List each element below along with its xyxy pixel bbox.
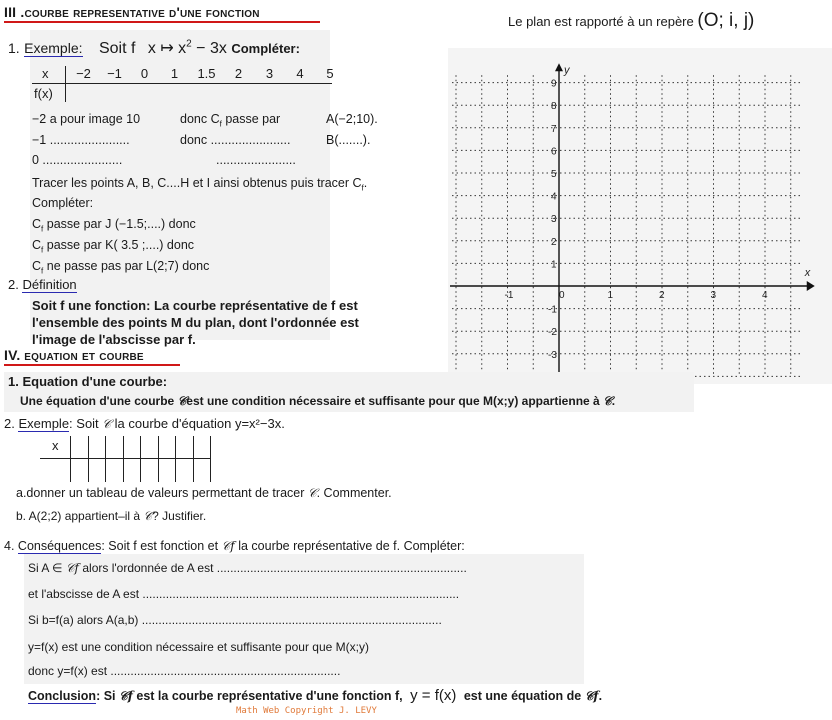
table-cell: −2: [76, 66, 91, 81]
blank-table-column-line: [140, 436, 141, 482]
consequences-number: 4.: [4, 539, 15, 553]
blank-table-column-line: [88, 436, 89, 482]
y-axis-label: y: [564, 64, 570, 77]
definition-line: Soit f une fonction: La courbe représentative de f est: [32, 298, 358, 313]
x-tick-label: -1: [504, 290, 514, 301]
y-tick-label: -3: [548, 349, 557, 361]
definition-line: l'image de l'abscisse par f.: [32, 332, 196, 347]
y-tick-label: 5: [551, 169, 557, 180]
table-cell: 4: [296, 66, 304, 81]
conclusion-text: : Si: [96, 689, 119, 703]
trace-instruction: [32, 176, 367, 193]
section-3-title-text: courbe representative d'une fonction: [24, 4, 260, 20]
example-number: 2.: [4, 416, 15, 431]
coordinate-grid: [448, 48, 832, 384]
repere-notation: (O; i, j): [697, 10, 755, 31]
conclusion-equation: y = f(x): [410, 687, 457, 704]
point-b: B(.......).: [326, 133, 371, 147]
point-a: A(−2;10).: [326, 112, 378, 126]
table-cell: 3: [265, 66, 274, 81]
y-tick-label: 8: [551, 101, 557, 113]
trace-text: Tracer les points A, B, C....H et I ainsi obtenus puis tracer C: [32, 176, 362, 190]
question-b: [16, 509, 206, 524]
instruction: Compléter:: [231, 41, 300, 56]
example-number: 1.: [8, 40, 20, 56]
y-tick-label: -1: [548, 304, 557, 316]
eq-text: est une condition nécessaire et suffisante pour que M(x;y) appartienne à: [186, 394, 604, 408]
blank-table-column-line: [105, 436, 106, 482]
consequences-heading: [4, 539, 465, 554]
consequence-line: donc y=f(x) est .....................................................................: [28, 664, 341, 678]
section-4-title: [4, 347, 180, 366]
section-4-title-text: equation et courbe: [24, 347, 144, 363]
repere-caption: [508, 10, 754, 32]
blank-table-column-line: [158, 436, 159, 482]
question-a-text: a.donner un tableau de valeurs permettant de tracer: [16, 486, 308, 500]
subscript: f: [219, 119, 222, 129]
subscript: f: [41, 224, 44, 234]
table-cell: 2: [234, 66, 243, 81]
value-table: [32, 66, 332, 104]
consequence-text: alors l'ordonnée de A est ...........................................................................: [79, 561, 467, 575]
soit-f: Soit f: [98, 40, 136, 57]
eq-text: Une équation d'une courbe: [20, 394, 178, 408]
c-letter: C: [32, 259, 42, 273]
y-tick-label: 1: [551, 259, 557, 271]
copyright-notice: Math Web Copyright J. LEVY: [236, 706, 377, 716]
definition-heading: [8, 277, 77, 292]
subscript: f: [361, 183, 364, 193]
grid-background: [448, 48, 832, 384]
blank-table-column-line: [123, 436, 124, 482]
table-x-values: [68, 66, 345, 81]
line-col2: .......................: [216, 153, 296, 167]
trace-end: .: [363, 176, 368, 190]
equation-heading: 1. Equation d'une courbe:: [8, 374, 168, 389]
conclusion-text: est la courbe représentative d'une fonction f,: [132, 689, 403, 703]
consequence-line: et l'abscisse de A est ...............................................................................................: [28, 587, 460, 601]
line-col2: donc C: [180, 112, 220, 126]
table-hline: [32, 83, 332, 84]
consequence-line: Si b=f(a) alors A(a,b) ..........................................................................................: [28, 613, 442, 627]
definition-number: 2.: [8, 277, 19, 292]
mapping-rest: − 3x: [191, 40, 227, 57]
script-c: 𝒞: [177, 394, 187, 408]
subscript: f: [41, 245, 44, 255]
x-tick-label: 0: [559, 290, 565, 301]
question-a: [16, 486, 392, 501]
check-text: passe par J (−1.5;....) donc: [43, 217, 196, 231]
line-col2b: passe par: [221, 112, 281, 126]
section-3-title: [4, 4, 320, 23]
definition-line: l'ensemble des points M du plan, dont l'ordonnée est: [32, 315, 359, 330]
y-tick-label: 2: [551, 236, 557, 248]
y-tick-label: 6: [551, 146, 557, 158]
image-line: [32, 112, 140, 126]
script-c: 𝒞: [307, 486, 317, 500]
x-tick-label: 2: [659, 290, 665, 301]
consequence-line: y=f(x) est une condition nécessaire et suffisante pour que M(x;y): [28, 640, 369, 654]
question-b-text: b. A(2;2) appartient–il à: [16, 509, 144, 523]
table-vline: [65, 66, 66, 102]
image-line: 0 .......................: [32, 153, 123, 167]
script-c: 𝒞: [102, 417, 112, 431]
script-cf: 𝒞f: [118, 689, 133, 703]
x-tick-label: 1: [607, 290, 614, 301]
y-tick-label: 7: [551, 123, 557, 135]
completer-label: Compléter:: [32, 196, 94, 210]
table-cell: 1: [170, 66, 179, 81]
check-text: ne passe pas par L(2;7) donc: [43, 259, 210, 273]
script-c: 𝒞: [603, 394, 612, 408]
table-hline: [40, 458, 210, 459]
consequences-text: la courbe représentative de f. Compléter:: [234, 539, 465, 553]
blank-table-column-line: [193, 436, 194, 482]
blank-table-header: x: [52, 438, 59, 453]
blank-value-table: [40, 436, 210, 484]
repere-text: Le plan est rapporté à un repère: [508, 14, 694, 29]
section-4-number: IV.: [4, 347, 21, 363]
x-axis-label: x: [804, 267, 811, 279]
function-definition: [148, 40, 227, 57]
c-letter: C: [32, 217, 42, 231]
script-c: 𝒞: [143, 509, 153, 523]
blank-table-column-line: [210, 436, 211, 482]
x-tick-label: 4: [762, 290, 768, 301]
conclusion-text: est une équation de: [460, 689, 585, 703]
section-3-number: III .: [4, 4, 25, 20]
check-line: [32, 238, 194, 255]
script-cf: 𝒞f: [584, 689, 599, 703]
table-cell: 5: [326, 66, 334, 81]
eq-end: .: [611, 394, 616, 408]
example-text: la courbe d'équation y=x²−3x.: [111, 416, 285, 431]
y-tick-label: -2: [548, 327, 557, 339]
mapping: x ↦ x: [147, 40, 187, 57]
y-tick-label: 3: [551, 214, 557, 226]
line-col1: −2 a pour image 10: [32, 112, 141, 126]
exponent: 2: [186, 38, 192, 50]
table-cell: −1: [107, 66, 122, 81]
example-label: Exemple: [18, 416, 70, 431]
blank-table-column-line: [70, 436, 71, 482]
script-cf: 𝒞f: [65, 561, 80, 575]
table-cell: 1.5: [197, 66, 216, 81]
example-line: [8, 38, 300, 58]
check-line: [32, 217, 196, 234]
c-letter: C: [32, 238, 42, 252]
question-a-end: . Commenter.: [316, 486, 392, 500]
line-col2: donc .......................: [180, 133, 291, 147]
conclusion: [28, 687, 602, 704]
y-tick-label: 4: [551, 191, 557, 203]
image-line: −1 .......................: [32, 133, 130, 147]
definition-label: Définition: [22, 277, 77, 292]
question-b-end: ? Justifier.: [152, 509, 207, 523]
table-cell: 0: [140, 66, 149, 81]
blank-table-column-line: [175, 436, 176, 482]
conclusion-end: .: [598, 689, 603, 703]
x-tick-label: 3: [710, 290, 717, 301]
subscript: f: [41, 266, 44, 276]
example-label: Exemple:: [24, 40, 83, 56]
check-text: passe par K( 3.5 ;....) donc: [43, 238, 195, 252]
definition-text: [32, 297, 359, 348]
example-text: : Soit: [69, 416, 103, 431]
image-line-col2: [180, 112, 280, 129]
script-cf: 𝒞f: [221, 539, 235, 553]
consequences-text: : Soit f est fonction et: [101, 539, 222, 553]
consequence-text: Si A ∈: [28, 561, 66, 575]
table-header-x: x: [42, 66, 49, 81]
consequences-label: Conséquences: [17, 539, 102, 553]
example-2-heading: [4, 416, 285, 432]
table-header-fx: f(x): [34, 86, 53, 101]
y-tick-label: 9: [551, 78, 557, 90]
equation-definition: [20, 394, 615, 409]
check-line: [32, 259, 209, 276]
consequence-line: [28, 561, 467, 576]
conclusion-label: Conclusion: [28, 689, 97, 703]
